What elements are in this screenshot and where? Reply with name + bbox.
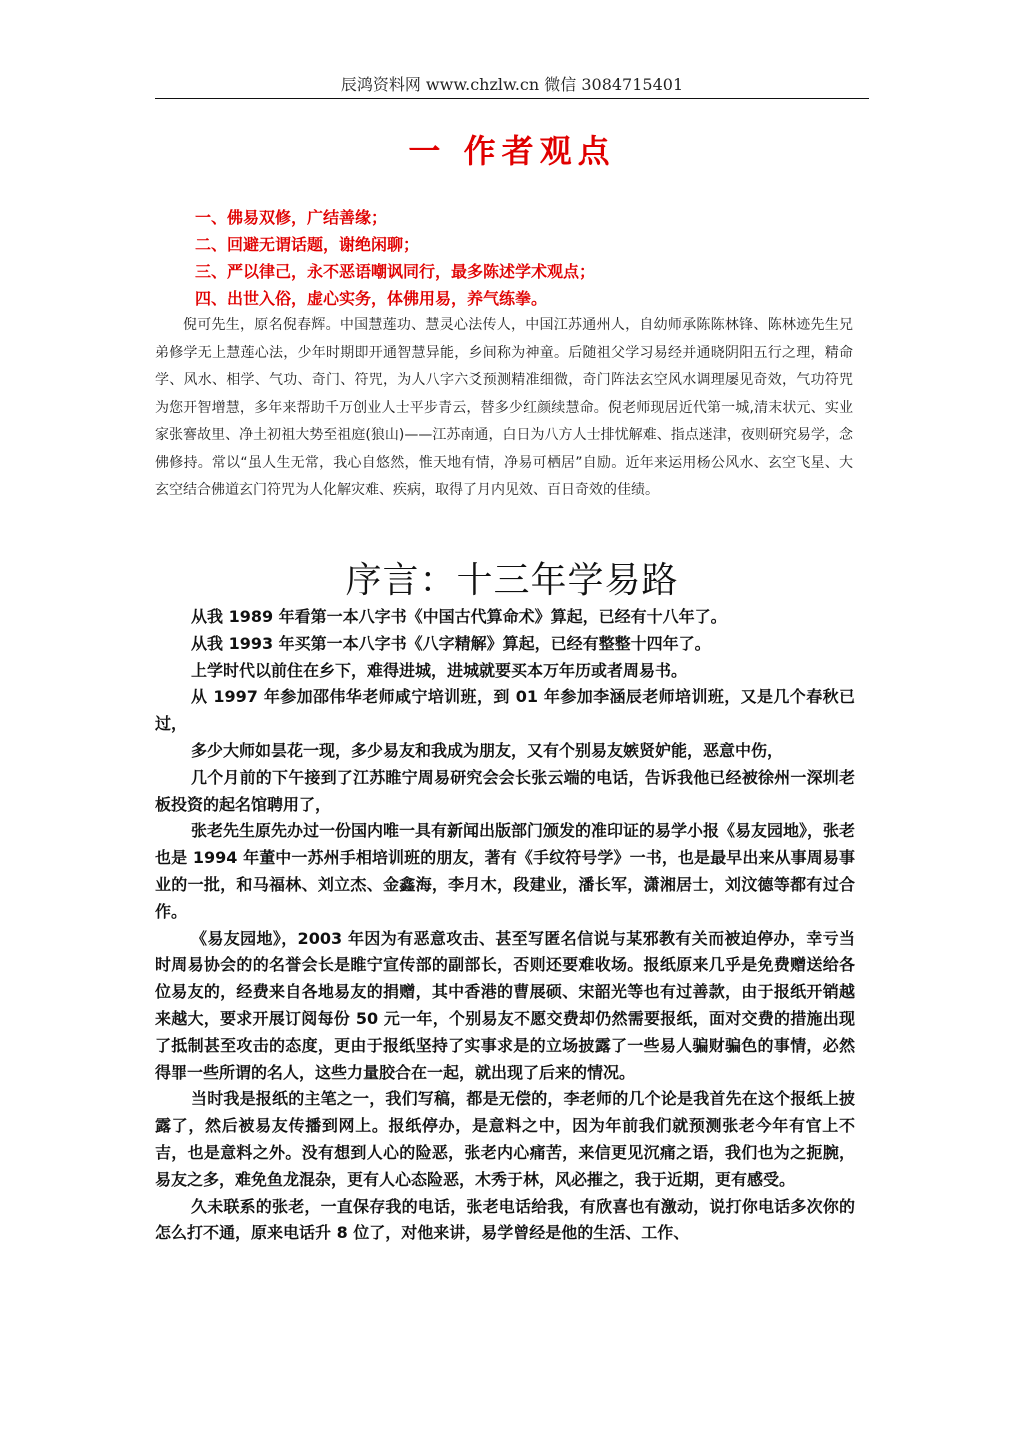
preface-paragraph: 从我 1993 年买第一本八字书《八字精解》算起，已经有整整十四年了。 — [191, 633, 711, 653]
principle-item: 四、出世入俗，虚心实务，体佛用易，养气练拳。 — [195, 289, 548, 308]
principles-list — [195, 204, 875, 312]
preface-paragraph: 上学时代以前住在乡下，难得进城，进城就要买本万年历或者周易书。 — [191, 660, 688, 680]
preface-paragraph: 当时我是报纸的主笔之一，我们写稿，都是无偿的，李老师的几个论是我首先在这个报纸上披露了，然后被易友传播到网上。报纸停办，是意料之中，因为年前我们就预测张老今年有官上不吉，也是意料之外。没有想到人心的险恶，张老内心痛苦，来信更见沉痛之语，我们也为之扼腕，易友之多，难免鱼龙混杂，更有人心态险恶，木秀于林，风必摧之，我于近期，更有感受。 — [155, 1089, 855, 1189]
header-divider — [155, 98, 869, 99]
principle-item: 二、回避无谓话题，谢绝闲聊； — [195, 235, 420, 254]
author-bio: 倪可先生，原名倪春辉。中国慧莲功、慧灵心法传人，中国江苏通州人，自幼师承陈陈林锋、陈林迹先生兄弟修学无上慧莲心法，少年时期即开通智慧异能，乡间称为神童。后随祖父学习易经并通晓阴阳五行之理，精命学、风水、相学、气功、奇门、符咒，为人八字六爻预测精准细微，奇门阵法玄空风水调理屡见奇效，气功符咒为您开智增慧，多年来帮助千万创业人士平步青云，替多少红颜续慧命。倪老师现居近代第一城,清末状元、实业家张謇故里、净土初祖大势至祖庭(狼山)——江苏南通，白日为八方人士排忧解难、指点迷津，夜则研究易学，念佛修持。常以“虽人生无常，我心自悠然，惟天地有情，净易可栖居”自励。近年来运用杨公风水、玄空飞星、大玄空结合佛道玄门符咒为人化解灾难、疾病，取得了月内见效、百日奇效的佳绩。 — [155, 317, 853, 498]
preface-body — [155, 604, 855, 1247]
preface-paragraph: 从 1997 年参加邵伟华老师咸宁培训班，到 01 年参加李涵辰老师培训班，又是几个春秋已过， — [155, 687, 855, 734]
preface-paragraph: 多少大师如昙花一现，多少易友和我成为朋友，又有个别易友嫉贤妒能，恶意中伤， — [191, 740, 784, 760]
preface-paragraph: 从我 1989 年看第一本八字书《中国古代算命术》算起，已经有十八年了。 — [191, 607, 727, 626]
preface-paragraph: 张老先生原先办过一份国内唯一具有新闻出版部门颁发的准印证的易学小报《易友园地》，张老也是 1994 年董中一苏州手相培训班的朋友，著有《手纹符号学》一书，也是最早出来从事周易事业的一批，和马福林、刘立杰、金鑫海，李月木，段建业，潘长军，潇湘居士，刘汶德等都有过合作。 — [155, 821, 856, 921]
section-title: 一 作者观点 — [408, 132, 616, 170]
principle-item: 三、严以律己，永不恶语嘲讽同行，最多陈述学术观点； — [195, 262, 596, 281]
preface-paragraph: 久未联系的张老，一直保存我的电话，张老电话给我，有欣喜也有激动，说打你电话多次你的怎么打不通，原来电话升 8 位了，对他来讲，易学曾经是他的生活、工作、 — [155, 1196, 855, 1243]
preface-paragraph: 《易友园地》，2003 年因为有恶意攻击、甚至写匿名信说与某邪教有关而被迫停办，幸亏当时周易协会的的名誉会长是睢宁宣传部的副部长，否则还要难收场。报纸原来几乎是免费赠送给各位易友的，经费来自各地易友的捐赠，其中香港的曹展硕、宋韶光等也有过善款，由于报纸开销越来越大，要求开展订阅每份 50 元一年，个别易友不愿交费却仍然需要报纸，面对交费的措施出现了抵制甚至攻击的态度，更由于报纸坚持了实事求是的立场披露了一些易人骗财骗色的事情，必然得罪一些所谓的名人，这些力量胶合在一起，就出现了后来的情况。 — [155, 928, 855, 1082]
page-header: 辰鸿资料网 www.chzlw.cn 微信 3084715401 — [340, 75, 684, 94]
principle-item: 一、佛易双修，广结善缘； — [195, 208, 388, 227]
preface-title: 序言：十三年学易路 — [345, 560, 679, 601]
preface-paragraph: 几个月前的下午接到了江苏睢宁周易研究会会长张云端的电话，告诉我他已经被徐州一深圳老板投资的起名馆聘用了， — [155, 767, 855, 814]
